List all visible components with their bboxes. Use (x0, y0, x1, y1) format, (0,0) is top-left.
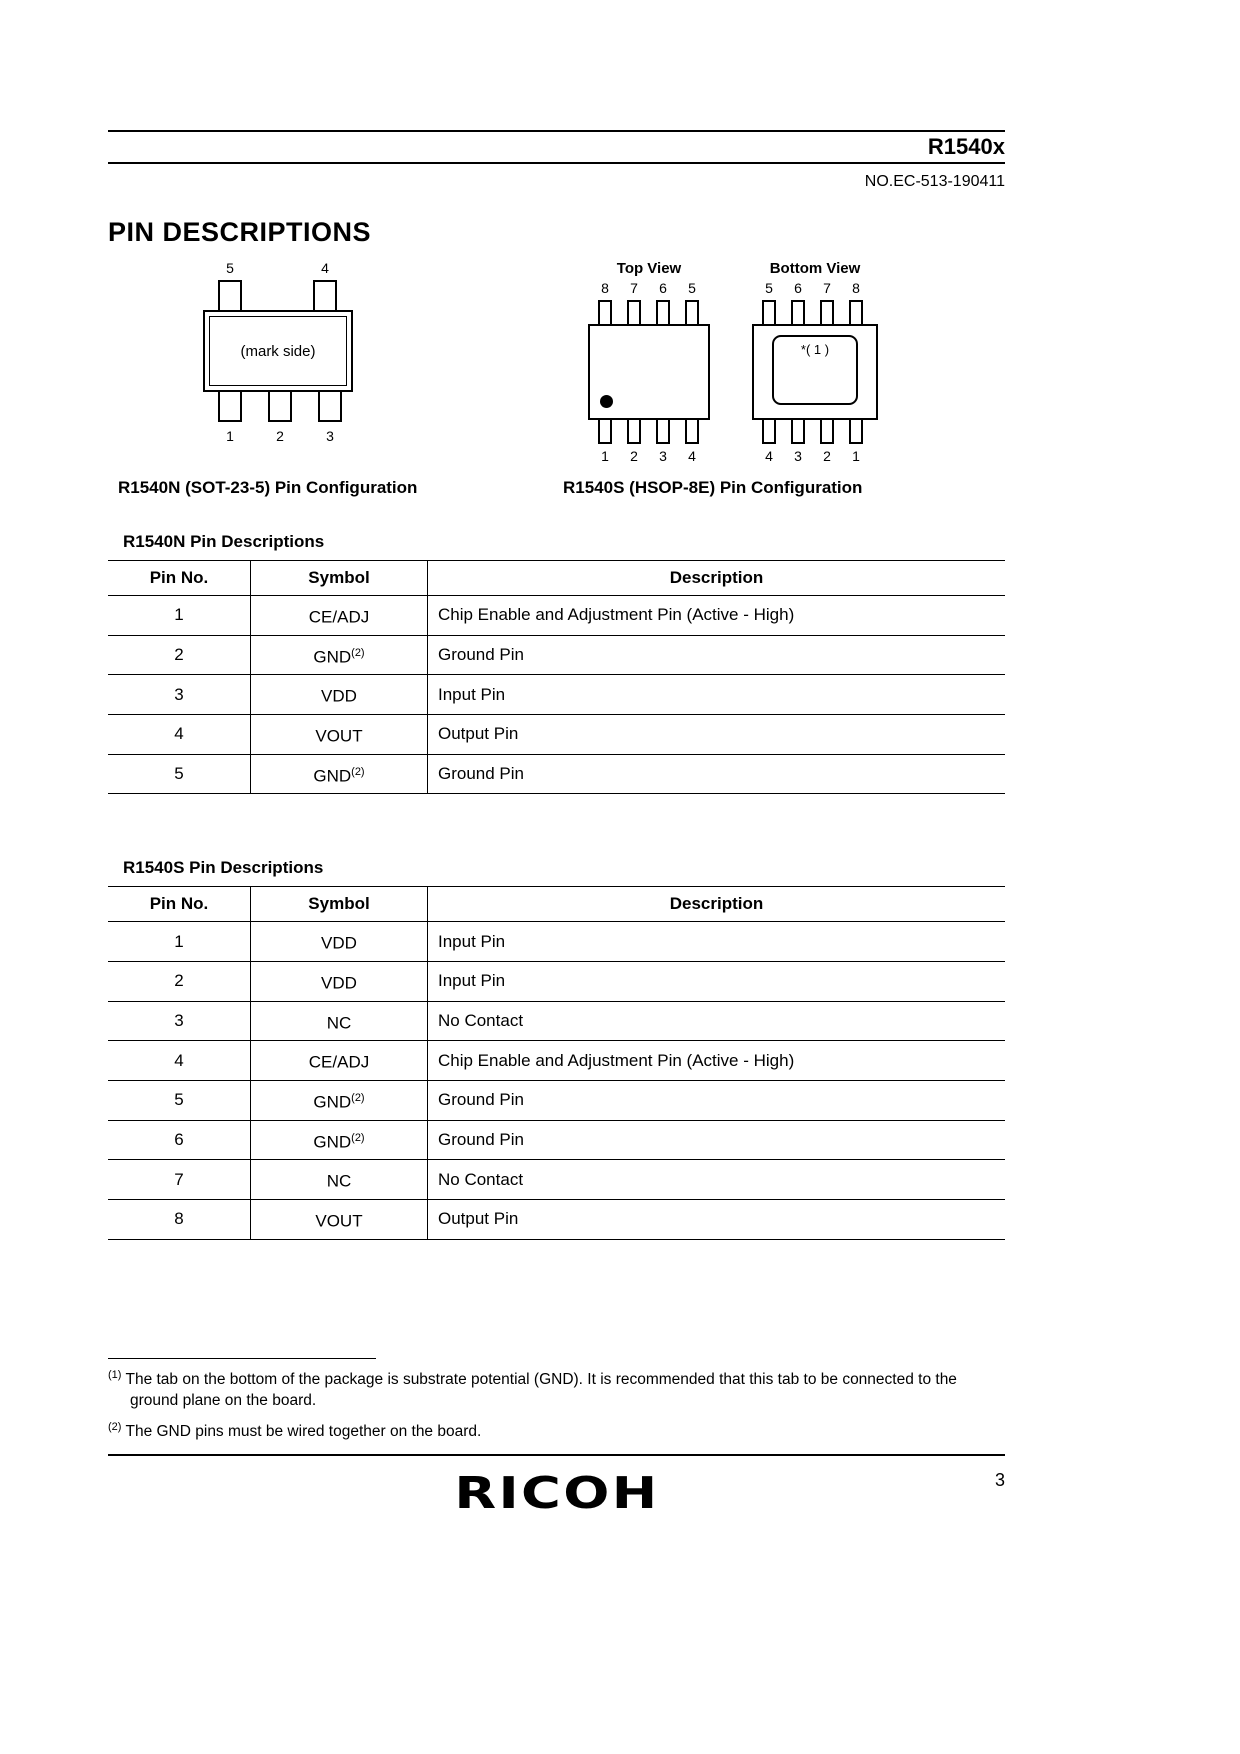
cell-pin-no: 1 (108, 596, 251, 636)
cell-pin-no: 6 (108, 1120, 251, 1160)
header-rule-top (108, 130, 1005, 132)
cell-description: Ground Pin (428, 1080, 1006, 1120)
footer (108, 1466, 1005, 1546)
package-pin (685, 418, 699, 444)
cell-pin-no: 2 (108, 635, 251, 675)
cell-symbol: NC (251, 1001, 428, 1041)
pin-number: 7 (630, 280, 638, 296)
hsop8-top-view-diagram (563, 260, 743, 475)
ricoh-logo: RICOH (453, 1467, 660, 1519)
pin-number: 6 (659, 280, 667, 296)
hsop8-bottom-view-diagram (728, 260, 928, 475)
bottom-view-label: Bottom View (769, 260, 861, 277)
sot23-5-caption: R1540N (SOT-23-5) Pin Configuration (118, 478, 418, 497)
package-pin (268, 390, 292, 422)
pin-number: 3 (326, 428, 334, 444)
package-pin (656, 418, 670, 444)
cell-symbol: VOUT (251, 1199, 428, 1239)
cell-pin-no: 8 (108, 1199, 251, 1239)
cell-symbol: VDD (251, 675, 428, 715)
cell-symbol: VOUT (251, 714, 428, 754)
pin-number: 5 (765, 280, 773, 296)
cell-symbol: GND$^{(2)}$ (251, 1120, 428, 1160)
header-cell-description: Description (428, 561, 1006, 596)
pin-number: 8 (852, 280, 860, 296)
cell-pin-no: 5 (108, 1080, 251, 1120)
pin-number: 5 (688, 280, 696, 296)
pin-number: 2 (276, 428, 284, 444)
cell-description: Ground Pin (428, 1120, 1006, 1160)
footnote-marker: (1) (108, 1368, 122, 1381)
package-pin (849, 300, 863, 326)
table-row (108, 1120, 1005, 1160)
cell-description: Input Pin (428, 675, 1006, 715)
cell-symbol: CE/ADJ (251, 1041, 428, 1081)
pin-number: 4 (688, 448, 696, 464)
footnote-marker: (2) (108, 1420, 122, 1433)
header-cell-symbol: Symbol (251, 887, 428, 922)
package-pin (218, 280, 242, 312)
package-pin (627, 418, 641, 444)
package-pin (820, 300, 834, 326)
pin-number: 5 (226, 260, 234, 276)
cell-pin-no: 4 (108, 1041, 251, 1081)
pin-configuration-diagrams (108, 260, 1005, 508)
package-pin (849, 418, 863, 444)
table-row (108, 961, 1005, 1001)
package-body (203, 310, 353, 392)
pin-number: 3 (794, 448, 802, 464)
package-pin (791, 418, 805, 444)
r1540s-table-heading: R1540S Pin Descriptions (123, 858, 324, 878)
package-pin (762, 300, 776, 326)
r1540n-table-heading: R1540N Pin Descriptions (123, 532, 325, 551)
cell-pin-no: 4 (108, 714, 251, 754)
table-row (108, 596, 1005, 636)
table-row (108, 922, 1005, 962)
sot23-5-package-diagram (203, 260, 383, 460)
cell-description: Chip Enable and Adjustment Pin (Active - High) (428, 596, 1006, 636)
pin-number: 7 (823, 280, 831, 296)
cell-description: Input Pin (428, 961, 1006, 1001)
table-header-row (108, 887, 1005, 922)
table-row (108, 1080, 1005, 1120)
package-pin (791, 300, 805, 326)
cell-description: Output Pin (428, 714, 1006, 754)
package-pin (598, 418, 612, 444)
logo-container (108, 1466, 1005, 1520)
cell-symbol: GND$^{(2)}$ (251, 754, 428, 794)
cell-symbol: NC (251, 1160, 428, 1200)
package-pin (820, 418, 834, 444)
header-cell-description: Description (428, 887, 1006, 922)
package-body (588, 324, 710, 420)
package-pin (685, 300, 699, 326)
pin-number: 2 (823, 448, 831, 464)
footnote-rule (108, 1358, 376, 1359)
package-body-inner (209, 316, 347, 386)
thermal-pad-label: *( 1 ) (800, 342, 830, 357)
footnote-2 (108, 1417, 1005, 1442)
table-row (108, 1041, 1005, 1081)
footnotes (108, 1358, 1005, 1442)
pin-number: 2 (630, 448, 638, 464)
footnote-1 (108, 1365, 1005, 1411)
pin-number: 1 (601, 448, 609, 464)
header-cell-pin-no: Pin No. (108, 561, 251, 596)
cell-description: Input Pin (428, 922, 1006, 962)
thermal-pad (772, 335, 858, 405)
header-cell-pin-no: Pin No. (108, 887, 251, 922)
package-pin (598, 300, 612, 326)
cell-pin-no: 3 (108, 1001, 251, 1041)
package-pin (318, 390, 342, 422)
cell-symbol: CE/ADJ (251, 596, 428, 636)
cell-symbol: GND$^{(2)}$ (251, 635, 428, 675)
pin-number: 6 (794, 280, 802, 296)
cell-description: No Contact (428, 1160, 1006, 1200)
cell-pin-no: 5 (108, 754, 251, 794)
package-pin (656, 300, 670, 326)
cell-pin-no: 7 (108, 1160, 251, 1200)
header-rule-bottom (108, 162, 1005, 164)
cell-description: No Contact (428, 1001, 1006, 1041)
pin-number: 4 (321, 260, 329, 276)
table-row (108, 635, 1005, 675)
top-view-label: Top View (616, 260, 682, 277)
table-row (108, 675, 1005, 715)
doc-number: NO.EC-513-190411 (864, 173, 1005, 190)
doc-title: R1540x (927, 134, 1005, 159)
cell-pin-no: 3 (108, 675, 251, 715)
cell-description: Chip Enable and Adjustment Pin (Active - High) (428, 1041, 1006, 1081)
page (108, 0, 1005, 1546)
cell-symbol: GND$^{(2)}$ (251, 1080, 428, 1120)
cell-pin-no: 1 (108, 922, 251, 962)
table-row (108, 1199, 1005, 1239)
cell-pin-no: 2 (108, 961, 251, 1001)
package-pin (627, 300, 641, 326)
table-header-row (108, 561, 1005, 596)
pin-number: 3 (659, 448, 667, 464)
cell-description: Output Pin (428, 1199, 1006, 1239)
footnote-text: The tab on the bottom of the package is substrate potential (GND). It is recommended that this tab to be connected to the ground plane on the board. (125, 1370, 957, 1409)
pin-number: 1 (852, 448, 860, 464)
footnote-text: The GND pins must be wired together on the board. (125, 1422, 482, 1440)
table-row (108, 1001, 1005, 1041)
package-body (752, 324, 878, 420)
footer-rule (108, 1454, 1005, 1456)
table-row (108, 714, 1005, 754)
package-pin (762, 418, 776, 444)
r1540n-pin-table (108, 560, 1005, 794)
table-row (108, 754, 1005, 794)
pin1-marker-dot (600, 395, 613, 408)
cell-description: Ground Pin (428, 754, 1006, 794)
mark-side-label: (mark side) (240, 342, 316, 360)
cell-symbol: VDD (251, 922, 428, 962)
pin-number: 8 (601, 280, 609, 296)
pin-number: 1 (226, 428, 234, 444)
cell-symbol: VDD (251, 961, 428, 1001)
package-pin (218, 390, 242, 422)
table-row (108, 1160, 1005, 1200)
hsop8-caption: R1540S (HSOP-8E) Pin Configuration (563, 478, 863, 497)
header-cell-symbol: Symbol (251, 561, 428, 596)
pin-number: 4 (765, 448, 773, 464)
cell-description: Ground Pin (428, 635, 1006, 675)
package-pin (313, 280, 337, 312)
r1540s-pin-table (108, 886, 1005, 1239)
section-title: PIN DESCRIPTIONS (108, 217, 372, 247)
page-number: 3 (994, 1469, 1005, 1490)
